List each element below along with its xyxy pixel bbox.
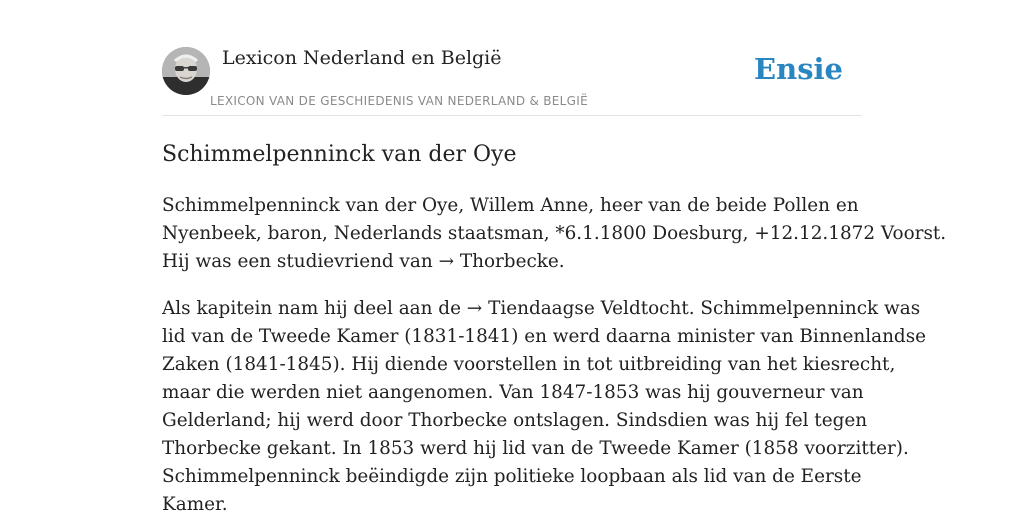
- text-line: Schimmelpenninck van der Oye, Willem Anne, heer van de beide Pollen en: [162, 195, 859, 216]
- paragraph-2: [162, 295, 927, 512]
- article-body: [162, 192, 947, 512]
- article-title: Schimmelpenninck van der Oye: [162, 142, 517, 167]
- source-name-link[interactable]: Lexicon Nederland en België: [222, 47, 502, 69]
- text-line: Kamer.: [162, 494, 228, 512]
- source-subtitle: LEXICON VAN DE GESCHIEDENIS VAN NEDERLAND & BELGIË: [210, 94, 588, 108]
- paragraph-1: [162, 192, 947, 276]
- source-header: [162, 46, 862, 116]
- text-line: Gelderland; hij werd door Thorbecke ontslagen. Sindsdien was hij fel tegen: [162, 410, 868, 431]
- text-line: Hij was een studievriend van → Thorbecke.: [162, 251, 565, 272]
- text-line: Thorbecke gekant. In 1853 werd hij lid van de Tweede Kamer (1858 voorzitter).: [162, 438, 909, 459]
- brand-logo-link[interactable]: Ensie: [754, 52, 843, 86]
- avatar-portrait-icon: [162, 47, 210, 95]
- text-line: Zaken (1841-1845). Hij diende voorstellen in tot uitbreiding van het kiesrecht,: [162, 354, 896, 375]
- text-line: maar die werden niet aangenomen. Van 1847-1853 was hij gouverneur van: [162, 382, 864, 403]
- header-divider: [162, 115, 862, 116]
- text-line: Nyenbeek, baron, Nederlands staatsman, *6.1.1800 Doesburg, +12.12.1872 Voorst.: [162, 223, 947, 244]
- text-line: Schimmelpenninck beëindigde zijn politieke loopbaan als lid van de Eerste: [162, 466, 862, 487]
- text-line: lid van de Tweede Kamer (1831-1841) en werd daarna minister van Binnenlandse: [162, 326, 927, 347]
- text-line: Als kapitein nam hij deel aan de → Tiendaagse Veldtocht. Schimmelpenninck was: [162, 298, 921, 319]
- author-avatar[interactable]: [162, 47, 210, 95]
